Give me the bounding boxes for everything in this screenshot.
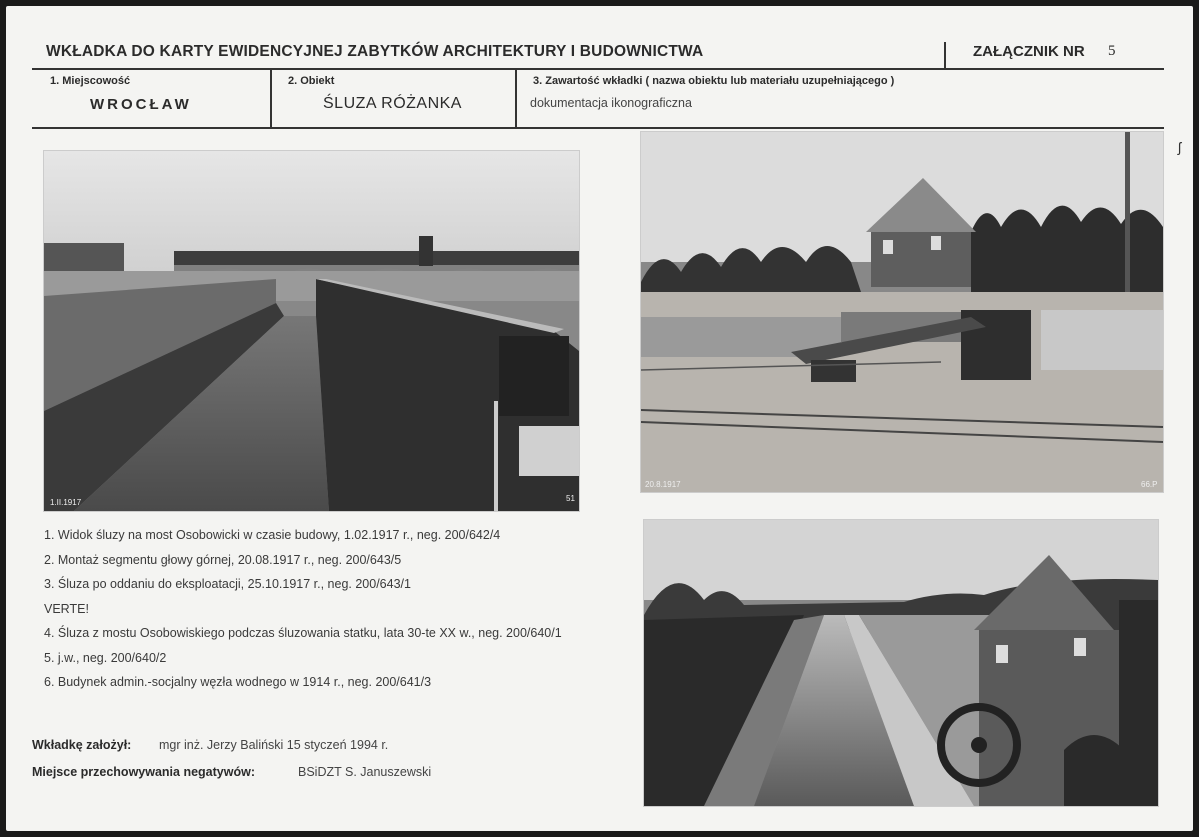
caption-5: 5. j.w., neg. 200/640/2 bbox=[44, 650, 167, 665]
photo-lock-construction bbox=[44, 151, 579, 511]
locality-label: 1. Miejscowość bbox=[50, 75, 131, 87]
header-rule bbox=[32, 68, 1164, 70]
photo-captions bbox=[44, 526, 562, 698]
storage-value: BSiDZT S. Januszewski bbox=[298, 765, 432, 779]
author-value: mgr inż. Jerzy Baliński 15 styczeń 1994 r. bbox=[159, 738, 389, 752]
field-divider-2 bbox=[515, 68, 517, 128]
photo1-corner-right: 51 bbox=[566, 494, 575, 503]
fields-rule bbox=[32, 127, 1164, 129]
photo2-corner-right: 66.P bbox=[1141, 480, 1158, 489]
photo-lock-construction-image bbox=[44, 151, 579, 511]
caption-3: 3. Śluza po oddaniu do eksploatacji, 25.10.1917 r., neg. 200/643/1 bbox=[44, 577, 411, 591]
photo-head-assembly-image bbox=[641, 132, 1163, 492]
photo-lock-operation bbox=[644, 520, 1158, 806]
caption-6: 6. Budynek admin.-socjalny węzła wodnego w 1914 r., neg. 200/641/3 bbox=[44, 675, 432, 689]
storage-label: Miejsce przechowywania negatywów: bbox=[32, 765, 255, 779]
object-label: 2. Obiekt bbox=[288, 75, 335, 87]
content-value: dokumentacja ikonograficzna bbox=[530, 96, 692, 110]
caption-2: 2. Montaż segmentu głowy górnej, 20.08.1917 r., neg. 200/643/5 bbox=[44, 552, 402, 567]
author-label: Wkładkę założył: bbox=[32, 738, 132, 752]
photo-head-assembly bbox=[641, 132, 1163, 492]
photo1-corner-left: 1.II.1917 bbox=[50, 498, 82, 507]
document-title: WKŁADKA DO KARTY EWIDENCYJNEJ ZABYTKÓW ARCHITEKTURY I BUDOWNICTWA bbox=[46, 43, 704, 60]
object-value: ŚLUZA RÓŻANKA bbox=[323, 95, 462, 112]
header-divider bbox=[944, 42, 946, 68]
field-divider-1 bbox=[270, 68, 272, 128]
locality-value: WROCŁAW bbox=[90, 96, 192, 113]
corner-mark: ʃ bbox=[1178, 139, 1182, 155]
content-label: 3. Zawartość wkładki ( nazwa obiektu lub materiału uzupełniającego ) bbox=[533, 75, 895, 87]
caption-verte: VERTE! bbox=[44, 601, 89, 616]
photo2-corner-left: 20.8.1917 bbox=[645, 480, 681, 489]
caption-4: 4. Śluza z mostu Osobowiskiego podczas śluzowania statku, lata 30-te XX w., neg. 200/640/1 bbox=[44, 626, 562, 640]
annex-number: 5 bbox=[1108, 43, 1116, 59]
caption-1: 1. Widok śluzy na most Osobowicki w czasie budowy, 1.02.1917 r., neg. 200/642/4 bbox=[44, 528, 501, 542]
annex-label: ZAŁĄCZNIK NR bbox=[973, 43, 1085, 60]
photo-lock-operation-image bbox=[644, 520, 1158, 806]
